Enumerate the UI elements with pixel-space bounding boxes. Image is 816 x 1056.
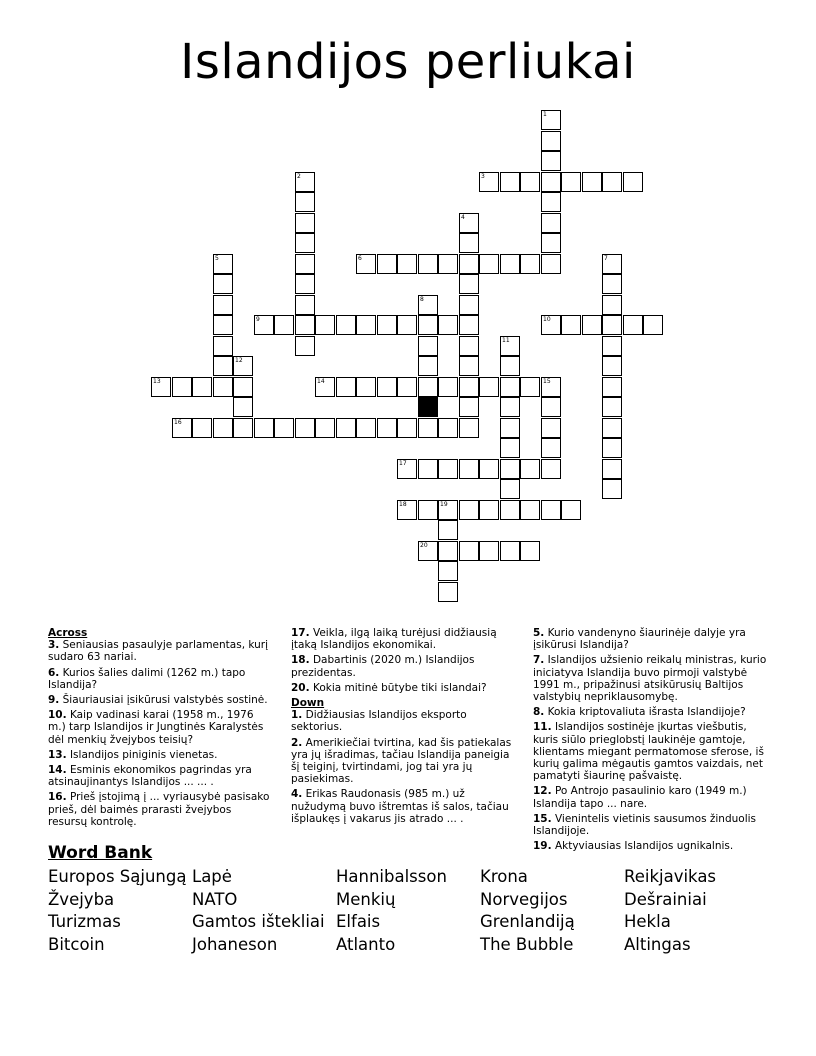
crossword-cell[interactable]: [459, 377, 479, 397]
crossword-cell[interactable]: [397, 315, 417, 335]
crossword-cell[interactable]: [418, 541, 438, 561]
clue-number: 8: [420, 296, 424, 303]
crossword-cell[interactable]: [418, 418, 438, 438]
crossword-cell[interactable]: [274, 315, 294, 335]
crossword-cell[interactable]: [541, 315, 561, 335]
crossword-cell[interactable]: [602, 295, 622, 315]
crossword-cell[interactable]: [233, 377, 253, 397]
crossword-cell[interactable]: [602, 377, 622, 397]
down-clues-column: [533, 627, 768, 855]
crossword-cell[interactable]: [418, 315, 438, 335]
crossword-cell[interactable]: [418, 500, 438, 520]
clue-down-12: 12. Po Antrojo pasaulinio karo (1949 m.) Islandija tapo ... nare.: [533, 785, 747, 810]
crossword-cell[interactable]: [623, 172, 643, 192]
word-bank-item: Norvegijos: [480, 889, 568, 909]
crossword-cell[interactable]: [500, 397, 520, 417]
crossword-cell[interactable]: [602, 438, 622, 458]
crossword-cell[interactable]: [213, 336, 233, 356]
word-bank-column-4: [480, 866, 575, 956]
word-bank-title: Word Bank: [48, 843, 153, 863]
crossword-cell[interactable]: [602, 356, 622, 376]
crossword-cell[interactable]: [520, 500, 540, 520]
clue-number: 4: [461, 214, 465, 221]
crossword-cell[interactable]: [438, 500, 458, 520]
crossword-cell[interactable]: [500, 541, 520, 561]
clue-number: 3: [481, 173, 485, 180]
crossword-cell[interactable]: [356, 377, 376, 397]
word-bank-item: Menkių: [336, 889, 396, 909]
crossword-cell[interactable]: [541, 397, 561, 417]
clue-number: 6: [358, 255, 362, 262]
crossword-cell[interactable]: [418, 295, 438, 315]
word-bank-item: NATO: [192, 889, 238, 909]
crossword-cell[interactable]: [356, 418, 376, 438]
crossword-cell[interactable]: [397, 459, 417, 479]
crossword-cell[interactable]: [418, 356, 438, 376]
crossword-cell[interactable]: [459, 233, 479, 253]
crossword-cell[interactable]: [459, 254, 479, 274]
crossword-cell[interactable]: [438, 582, 458, 602]
crossword-cell[interactable]: [602, 336, 622, 356]
clue-down-2: 2. Amerikiečiai tvirtina, kad šis patiekalas yra jų išradimas, tačiau Islandija paneigia šį teiginį, tvirtindami, jog tai yra jų pasiekimas.: [291, 736, 512, 786]
word-bank-item: Hekla: [624, 912, 671, 932]
crossword-cell[interactable]: [295, 213, 315, 233]
crossword-cell[interactable]: [459, 356, 479, 376]
crossword-cell[interactable]: [192, 418, 212, 438]
crossword-cell[interactable]: [438, 315, 458, 335]
crossword-cell[interactable]: [295, 254, 315, 274]
crossword-cell[interactable]: [233, 397, 253, 417]
crossword-cell[interactable]: [356, 315, 376, 335]
crossword-cell[interactable]: [315, 418, 335, 438]
crossword-cell[interactable]: [254, 315, 274, 335]
crossword-cell[interactable]: [377, 418, 397, 438]
crossword-cell[interactable]: [459, 274, 479, 294]
clue-down-7: 7. Islandijos užsienio reikalų ministras, kurio iniciatyva Islandija buvo pirmoji valstybė 1991 m., pripažinusi atsikūrusių Baltijos valstybių nepriklausomybę.: [533, 654, 767, 704]
crossword-cell[interactable]: [602, 315, 622, 335]
crossword-cell[interactable]: [459, 541, 479, 561]
crossword-cell[interactable]: [295, 295, 315, 315]
clue-across-3: 3. Seniausias pasaulyje parlamentas, kurį sudaro 63 nariai.: [48, 639, 269, 664]
crossword-cell[interactable]: [479, 172, 499, 192]
word-bank-column-1: [48, 866, 186, 956]
crossword-cell[interactable]: [213, 254, 233, 274]
word-bank-item: Dešrainiai: [624, 889, 707, 909]
crossword-cell[interactable]: [459, 336, 479, 356]
crossword-cell[interactable]: [541, 459, 561, 479]
clue-number: 12: [235, 357, 243, 364]
crossword-cell[interactable]: [295, 315, 315, 335]
crossword-cell[interactable]: [438, 377, 458, 397]
clue-down-19: 19. Aktyviausias Islandijos ugnikalnis.: [533, 840, 734, 853]
crossword-cell[interactable]: [520, 377, 540, 397]
crossword-cell[interactable]: [418, 377, 438, 397]
crossword-cell[interactable]: [295, 172, 315, 192]
crossword-cell[interactable]: [438, 254, 458, 274]
word-bank-item: Bitcoin: [48, 934, 105, 954]
crossword-cell[interactable]: [500, 377, 520, 397]
crossword-cell[interactable]: [520, 254, 540, 274]
word-bank-item: The Bubble: [480, 934, 574, 954]
clue-number: 7: [604, 255, 608, 262]
crossword-cell[interactable]: [459, 418, 479, 438]
crossword-cell[interactable]: [500, 336, 520, 356]
crossword-cell[interactable]: [459, 459, 479, 479]
crossword-cell[interactable]: [643, 315, 663, 335]
crossword-cell[interactable]: [438, 459, 458, 479]
crossword-cell[interactable]: [172, 377, 192, 397]
word-bank-item: Krona: [480, 867, 528, 886]
clue-across-14: 14. Esminis ekonomikos pagrindas yra atsinaujinantys Islandijos ... ... .: [48, 764, 252, 789]
crossword-cell[interactable]: [500, 500, 520, 520]
crossword-cell[interactable]: [438, 418, 458, 438]
clue-down-1: 1. Didžiausias Islandijos eksporto sektorius.: [291, 709, 467, 734]
clue-number: 5: [215, 255, 219, 262]
crossword-cell[interactable]: [500, 418, 520, 438]
clue-across-13: 13. Islandijos piniginis vienetas.: [48, 748, 218, 761]
crossword-cell[interactable]: [213, 356, 233, 376]
clue-down-15: 15. Vienintelis vietinis sausumos žinduolis Islandijoje.: [533, 812, 757, 838]
crossword-cell[interactable]: [336, 418, 356, 438]
clue-across-20: 20. Kokia mitinė būtybe tiki islandai?: [291, 681, 487, 694]
crossword-cell[interactable]: [295, 336, 315, 356]
crossword-cell[interactable]: [336, 315, 356, 335]
crossword-cell[interactable]: [561, 172, 581, 192]
word-bank-item: Turizmas: [48, 912, 121, 932]
crossword-cell[interactable]: [418, 254, 438, 274]
word-bank-column-2: [192, 866, 325, 956]
crossword-cell[interactable]: [602, 274, 622, 294]
word-bank-item: Elfais: [336, 912, 381, 932]
word-bank-item: Gamtos ištekliai: [192, 912, 325, 932]
crossword-cell[interactable]: [213, 315, 233, 335]
crossword-cell[interactable]: [520, 541, 540, 561]
clue-across-10: 10. Kaip vadinasi karai (1958 m., 1976 m.) tarp Islandijos ir Jungtinės Karalystės dėl menkių žvejybos teisių?: [48, 709, 264, 746]
word-bank-item: Reikjavikas: [624, 867, 717, 886]
crossword-cell[interactable]: [397, 377, 417, 397]
crossword-cell[interactable]: [541, 233, 561, 253]
word-bank-item: Europos Sąjungą: [48, 867, 187, 886]
crossword-cell[interactable]: [500, 459, 520, 479]
crossword-cell[interactable]: [233, 418, 253, 438]
across-heading: Across: [48, 627, 88, 639]
crossword-cell[interactable]: [295, 274, 315, 294]
crossword-cell[interactable]: [602, 397, 622, 417]
crossword-cell[interactable]: [438, 561, 458, 581]
crossword-cell[interactable]: [500, 254, 520, 274]
crossword-cell[interactable]: [397, 500, 417, 520]
mixed-clues-column: [291, 627, 516, 828]
clue-number: 11: [502, 337, 510, 344]
crossword-cell[interactable]: [418, 336, 438, 356]
word-bank-item: Hannibalsson: [336, 867, 447, 886]
word-bank-column-5: [624, 866, 716, 956]
clue-across-6: 6. Kurios šalies dalimi (1262 m.) tapo Islandija?: [48, 666, 246, 691]
crossword-cell[interactable]: [541, 131, 561, 151]
crossword-cell[interactable]: [479, 459, 499, 479]
crossword-cell[interactable]: [315, 315, 335, 335]
crossword-cell[interactable]: [295, 418, 315, 438]
crossword-cell[interactable]: [295, 233, 315, 253]
word-bank-item: Atlanto: [336, 934, 396, 954]
clue-across-16: 16. Prieš įstojimą į ... vyriausybė pasisako prieš, dėl baimės prarasti žvejybos resursų kontrolę.: [48, 791, 270, 828]
crossword-cell[interactable]: [254, 418, 274, 438]
down-heading: Down: [291, 697, 325, 710]
crossword-cell[interactable]: [602, 172, 622, 192]
clue-across-18: 18. Dabartinis (2020 m.) Islandijos prezidentas.: [291, 654, 475, 679]
crossword-cell[interactable]: [541, 213, 561, 233]
clue-number: 16: [174, 419, 182, 426]
crossword-cell[interactable]: [274, 418, 294, 438]
blocked-cell: [418, 397, 438, 417]
crossword-cell[interactable]: [459, 295, 479, 315]
clue-number: 18: [399, 501, 407, 508]
crossword-cell[interactable]: [500, 479, 520, 499]
crossword-cell[interactable]: [479, 500, 499, 520]
crossword-cell[interactable]: [377, 377, 397, 397]
clue-number: 10: [543, 316, 551, 323]
crossword-cell[interactable]: [541, 254, 561, 274]
word-bank-item: Lapė: [192, 867, 232, 886]
clue-down-5: 5. Kurio vandenyno šiaurinėje dalyje yra įsikūrusi Islandija?: [533, 627, 746, 652]
crossword-cell[interactable]: [397, 418, 417, 438]
crossword-cell[interactable]: [213, 295, 233, 315]
crossword-cell[interactable]: [315, 377, 335, 397]
word-bank-item: Altingas: [624, 934, 691, 954]
crossword-cell[interactable]: [418, 459, 438, 479]
crossword-cell[interactable]: [295, 192, 315, 212]
across-clues-column: [48, 627, 270, 831]
crossword-cell[interactable]: [602, 254, 622, 274]
crossword-cell[interactable]: [582, 172, 602, 192]
crossword-cell[interactable]: [541, 172, 561, 192]
crossword-cell[interactable]: [520, 172, 540, 192]
crossword-cell[interactable]: [438, 541, 458, 561]
crossword-cell[interactable]: [459, 213, 479, 233]
clue-number: 9: [256, 316, 260, 323]
clue-down-8: 8. Kokia kriptovaliuta išrasta Islandijoje?: [533, 706, 746, 719]
crossword-cell[interactable]: [500, 356, 520, 376]
crossword-cell[interactable]: [602, 479, 622, 499]
crossword-cell[interactable]: [541, 418, 561, 438]
clue-number: 14: [317, 378, 325, 385]
clue-number: 15: [543, 378, 551, 385]
word-bank-item: Grenlandiją: [480, 912, 575, 932]
crossword-cell[interactable]: [336, 377, 356, 397]
word-bank-item: Žvejyba: [48, 889, 115, 909]
crossword-cell[interactable]: [541, 500, 561, 520]
crossword-cell[interactable]: [541, 377, 561, 397]
clue-number: 13: [153, 378, 161, 385]
clue-down-11: 11. Islandijos sostinėje įkurtas viešbutis, kuris siūlo prieglobstį laukinėje gamtoje, klientams miegant permatomose sferose, iš kurių galima mėgautis gamtos vaizdais, net pamatyti šiaurinę pašvaistę.: [533, 721, 764, 783]
puzzle-title: Islandijos perliukai: [180, 34, 636, 90]
clue-across-17: 17. Veikla, ilgą laiką turėjusi didžiausią įtaką Islandijos ekonomikai.: [291, 627, 497, 652]
crossword-cell[interactable]: [541, 110, 561, 130]
crossword-cell[interactable]: [172, 418, 192, 438]
crossword-cell[interactable]: [500, 172, 520, 192]
crossword-cell[interactable]: [479, 254, 499, 274]
clue-number: 1: [543, 111, 547, 118]
crossword-cell[interactable]: [561, 500, 581, 520]
crossword-cell[interactable]: [356, 254, 376, 274]
clue-across-9: 9. Šiauriausiai įsikūrusi valstybės sostinė.: [48, 694, 268, 707]
crossword-cell[interactable]: [377, 315, 397, 335]
crossword-cell[interactable]: [459, 315, 479, 335]
clue-number: 2: [297, 173, 301, 180]
word-bank-column-3: [336, 866, 447, 956]
crossword-cell[interactable]: [623, 315, 643, 335]
word-bank-item: Johaneson: [192, 934, 278, 954]
crossword-cell[interactable]: [213, 418, 233, 438]
crossword-cell[interactable]: [397, 254, 417, 274]
crossword-cell[interactable]: [602, 418, 622, 438]
crossword-cell[interactable]: [151, 377, 171, 397]
crossword-cell[interactable]: [561, 315, 581, 335]
crossword-cell[interactable]: [213, 377, 233, 397]
crossword-cell[interactable]: [602, 459, 622, 479]
crossword-cell[interactable]: [459, 500, 479, 520]
crossword-cell[interactable]: [582, 315, 602, 335]
crossword-cell[interactable]: [479, 541, 499, 561]
clue-number: 17: [399, 460, 407, 467]
crossword-cell[interactable]: [541, 192, 561, 212]
crossword-cell[interactable]: [192, 377, 212, 397]
clue-down-4: 4. Erikas Raudonasis (985 m.) už nužudymą buvo ištremtas iš salos, tačiau išplaukęs į vakarus jis atrado ... .: [291, 788, 509, 825]
crossword-cell[interactable]: [520, 459, 540, 479]
crossword-cell[interactable]: [541, 151, 561, 171]
clue-number: 20: [420, 542, 428, 549]
crossword-cell[interactable]: [213, 274, 233, 294]
crossword-cell[interactable]: [459, 397, 479, 417]
crossword-cell[interactable]: [500, 438, 520, 458]
crossword-cell[interactable]: [479, 377, 499, 397]
crossword-cell[interactable]: [233, 356, 253, 376]
crossword-cell[interactable]: [438, 520, 458, 540]
clue-number: 19: [440, 501, 448, 508]
crossword-cell[interactable]: [377, 254, 397, 274]
crossword-cell[interactable]: [541, 438, 561, 458]
